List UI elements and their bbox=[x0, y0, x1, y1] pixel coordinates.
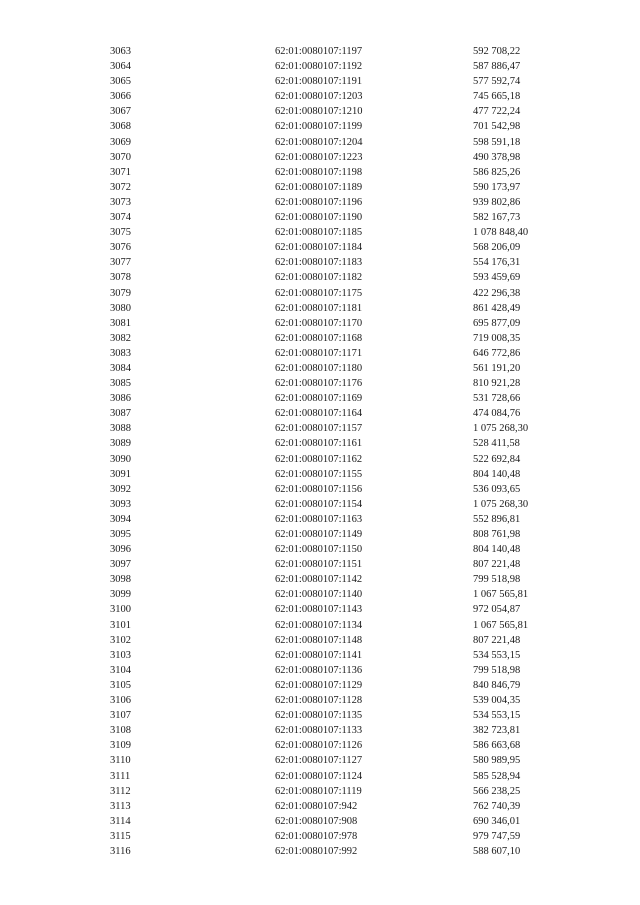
row-number: 3103 bbox=[110, 649, 131, 661]
cadastral-value: 382 723,81 bbox=[473, 725, 521, 737]
cadastral-value: 690 346,01 bbox=[473, 815, 521, 827]
table-row bbox=[0, 587, 640, 602]
table-row bbox=[0, 633, 640, 648]
table-row bbox=[0, 135, 640, 150]
table-row bbox=[0, 406, 640, 421]
cadastral-number: 62:01:0080107:1180 bbox=[275, 362, 363, 374]
table-row bbox=[0, 844, 640, 859]
cadastral-value: 1 075 268,30 bbox=[473, 423, 529, 435]
cadastral-number: 62:01:0080107:992 bbox=[275, 845, 358, 857]
cadastral-value: 979 747,59 bbox=[473, 830, 521, 842]
cadastral-value: 586 825,26 bbox=[473, 166, 521, 178]
table-row bbox=[0, 44, 640, 59]
row-number: 3082 bbox=[110, 332, 131, 344]
cadastral-value: 840 846,79 bbox=[473, 679, 521, 691]
cadastral-number: 62:01:0080107:1175 bbox=[275, 287, 363, 299]
cadastral-number: 62:01:0080107:1136 bbox=[275, 664, 363, 676]
row-number: 3112 bbox=[110, 785, 131, 797]
cadastral-value: 695 877,09 bbox=[473, 317, 521, 329]
cadastral-number: 62:01:0080107:908 bbox=[275, 815, 358, 827]
table-row bbox=[0, 602, 640, 617]
cadastral-number: 62:01:0080107:942 bbox=[275, 800, 358, 812]
cadastral-value: 528 411,58 bbox=[473, 438, 520, 450]
row-number: 3086 bbox=[110, 393, 131, 405]
cadastral-value: 568 206,09 bbox=[473, 242, 521, 254]
table-row bbox=[0, 195, 640, 210]
cadastral-number: 62:01:0080107:1197 bbox=[275, 46, 363, 57]
row-number: 3075 bbox=[110, 227, 131, 239]
cadastral-value: 490 378,98 bbox=[473, 151, 521, 163]
table-row bbox=[0, 769, 640, 784]
cadastral-number: 62:01:0080107:1168 bbox=[275, 332, 363, 344]
cadastral-number: 62:01:0080107:1170 bbox=[275, 317, 363, 329]
table-row bbox=[0, 391, 640, 406]
table-row bbox=[0, 814, 640, 829]
cadastral-value: 554 176,31 bbox=[473, 257, 521, 269]
cadastral-value: 474 084,76 bbox=[473, 408, 521, 420]
cadastral-number: 62:01:0080107:1135 bbox=[275, 710, 363, 722]
cadastral-value: 552 896,81 bbox=[473, 513, 521, 525]
row-number: 3115 bbox=[110, 830, 131, 842]
row-number: 3085 bbox=[110, 378, 131, 390]
cadastral-number: 62:01:0080107:1171 bbox=[275, 347, 363, 359]
table-row bbox=[0, 421, 640, 436]
row-number: 3094 bbox=[110, 513, 131, 525]
table-row bbox=[0, 512, 640, 527]
cadastral-value: 861 428,49 bbox=[473, 302, 521, 314]
cadastral-value: 804 140,48 bbox=[473, 468, 521, 480]
cadastral-value: 807 221,48 bbox=[473, 559, 521, 571]
cadastral-value: 586 663,68 bbox=[473, 740, 521, 752]
row-number: 3107 bbox=[110, 710, 131, 722]
cadastral-number: 62:01:0080107:978 bbox=[275, 830, 358, 842]
cadastral-value: 701 542,98 bbox=[473, 121, 521, 133]
row-number: 3091 bbox=[110, 468, 131, 480]
cadastral-value: 580 989,95 bbox=[473, 755, 521, 767]
cadastral-number: 62:01:0080107:1183 bbox=[275, 257, 363, 269]
cadastral-value: 539 004,35 bbox=[473, 695, 521, 707]
row-number: 3078 bbox=[110, 272, 131, 284]
table-row bbox=[0, 225, 640, 240]
row-number: 3074 bbox=[110, 212, 131, 224]
cadastral-value: 939 802,86 bbox=[473, 196, 521, 208]
row-number: 3096 bbox=[110, 544, 131, 556]
cadastral-value: 477 722,24 bbox=[473, 106, 521, 118]
cadastral-value: 582 167,73 bbox=[473, 212, 521, 224]
row-number: 3101 bbox=[110, 619, 131, 631]
cadastral-number: 62:01:0080107:1196 bbox=[275, 196, 363, 208]
cadastral-value: 972 054,87 bbox=[473, 604, 521, 616]
cadastral-value: 534 553,15 bbox=[473, 710, 521, 722]
cadastral-number: 62:01:0080107:1126 bbox=[275, 740, 363, 752]
cadastral-number: 62:01:0080107:1176 bbox=[275, 378, 363, 390]
cadastral-number: 62:01:0080107:1192 bbox=[275, 61, 363, 73]
cadastral-number: 62:01:0080107:1190 bbox=[275, 212, 363, 224]
row-number: 3088 bbox=[110, 423, 131, 435]
cadastral-value: 1 078 848,40 bbox=[473, 227, 529, 239]
row-number: 3102 bbox=[110, 634, 131, 646]
cadastral-number: 62:01:0080107:1128 bbox=[275, 695, 363, 707]
row-number: 3106 bbox=[110, 695, 131, 707]
cadastral-value: 807 221,48 bbox=[473, 634, 521, 646]
table-row bbox=[0, 74, 640, 89]
cadastral-value: 588 607,10 bbox=[473, 845, 521, 857]
row-number: 3065 bbox=[110, 76, 131, 88]
cadastral-value: 810 921,28 bbox=[473, 378, 521, 390]
cadastral-value: 592 708,22 bbox=[473, 46, 521, 57]
cadastral-number: 62:01:0080107:1191 bbox=[275, 76, 363, 88]
cadastral-number: 62:01:0080107:1154 bbox=[275, 498, 363, 510]
cadastral-number: 62:01:0080107:1182 bbox=[275, 272, 363, 284]
row-number: 3089 bbox=[110, 438, 131, 450]
table-row bbox=[0, 165, 640, 180]
cadastral-value: 522 692,84 bbox=[473, 453, 521, 465]
cadastral-number: 62:01:0080107:1163 bbox=[275, 513, 363, 525]
table-row bbox=[0, 648, 640, 663]
cadastral-value: 587 886,47 bbox=[473, 61, 521, 73]
table-row bbox=[0, 663, 640, 678]
cadastral-value: 1 075 268,30 bbox=[473, 498, 529, 510]
cadastral-number: 62:01:0080107:1185 bbox=[275, 227, 363, 239]
cadastral-number: 62:01:0080107:1150 bbox=[275, 544, 363, 556]
table-row bbox=[0, 255, 640, 270]
cadastral-number: 62:01:0080107:1141 bbox=[275, 649, 363, 661]
row-number: 3104 bbox=[110, 664, 131, 676]
cadastral-number: 62:01:0080107:1189 bbox=[275, 181, 363, 193]
row-number: 3068 bbox=[110, 121, 131, 133]
cadastral-number: 62:01:0080107:1127 bbox=[275, 755, 363, 767]
row-number: 3069 bbox=[110, 136, 131, 148]
row-number: 3081 bbox=[110, 317, 131, 329]
cadastral-number: 62:01:0080107:1149 bbox=[275, 529, 363, 540]
row-number: 3105 bbox=[110, 679, 131, 691]
cadastral-value: 799 518,98 bbox=[473, 574, 521, 586]
table-row bbox=[0, 331, 640, 346]
row-number: 3093 bbox=[110, 498, 131, 510]
table-row bbox=[0, 784, 640, 799]
row-number: 3090 bbox=[110, 453, 131, 465]
row-number: 3080 bbox=[110, 302, 131, 314]
row-number: 3070 bbox=[110, 151, 131, 163]
cadastral-value: 598 591,18 bbox=[473, 136, 521, 148]
row-number: 3073 bbox=[110, 196, 131, 208]
table-row bbox=[0, 150, 640, 165]
cadastral-number: 62:01:0080107:1204 bbox=[275, 136, 363, 148]
cadastral-number: 62:01:0080107:1161 bbox=[275, 438, 363, 450]
cadastral-number: 62:01:0080107:1203 bbox=[275, 91, 363, 103]
table-row bbox=[0, 618, 640, 633]
row-number: 3067 bbox=[110, 106, 131, 118]
row-number: 3114 bbox=[110, 815, 131, 827]
cadastral-number: 62:01:0080107:1124 bbox=[275, 770, 363, 782]
row-number: 3097 bbox=[110, 559, 131, 571]
cadastral-value: 534 553,15 bbox=[473, 649, 521, 661]
row-number: 3077 bbox=[110, 257, 131, 269]
cadastral-value: 590 173,97 bbox=[473, 181, 521, 193]
cadastral-number: 62:01:0080107:1181 bbox=[275, 302, 363, 314]
row-number: 3108 bbox=[110, 725, 131, 737]
table-row bbox=[0, 240, 640, 255]
table-row bbox=[0, 527, 640, 542]
cadastral-number: 62:01:0080107:1198 bbox=[275, 166, 363, 178]
table-row bbox=[0, 286, 640, 301]
row-number: 3076 bbox=[110, 242, 131, 254]
cadastral-number: 62:01:0080107:1140 bbox=[275, 589, 363, 601]
cadastral-value: 561 191,20 bbox=[473, 362, 521, 374]
row-number: 3111 bbox=[110, 770, 131, 782]
cadastral-value: 1 067 565,81 bbox=[473, 619, 529, 631]
table-row bbox=[0, 361, 640, 376]
table-row bbox=[0, 436, 640, 451]
table-row bbox=[0, 270, 640, 285]
row-number: 3079 bbox=[110, 287, 131, 299]
row-number: 3116 bbox=[110, 845, 131, 857]
table-row bbox=[0, 59, 640, 74]
cadastral-number: 62:01:0080107:1143 bbox=[275, 604, 363, 616]
row-number: 3098 bbox=[110, 574, 131, 586]
table-row bbox=[0, 497, 640, 512]
cadastral-number: 62:01:0080107:1162 bbox=[275, 453, 363, 465]
cadastral-number: 62:01:0080107:1151 bbox=[275, 559, 363, 571]
row-number: 3063 bbox=[110, 46, 131, 57]
cadastral-value: 566 238,25 bbox=[473, 785, 521, 797]
cadastral-number: 62:01:0080107:1133 bbox=[275, 725, 363, 737]
cadastral-number: 62:01:0080107:1223 bbox=[275, 151, 363, 163]
cadastral-value-table bbox=[0, 44, 640, 859]
row-number: 3100 bbox=[110, 604, 131, 616]
cadastral-value: 745 665,18 bbox=[473, 91, 521, 103]
row-number: 3084 bbox=[110, 362, 131, 374]
table-row bbox=[0, 376, 640, 391]
row-number: 3099 bbox=[110, 589, 131, 601]
table-row bbox=[0, 301, 640, 316]
row-number: 3087 bbox=[110, 408, 131, 420]
cadastral-number: 62:01:0080107:1157 bbox=[275, 423, 363, 435]
row-number: 3110 bbox=[110, 755, 131, 767]
table-row bbox=[0, 557, 640, 572]
cadastral-value: 799 518,98 bbox=[473, 664, 521, 676]
row-number: 3095 bbox=[110, 529, 131, 540]
row-number: 3066 bbox=[110, 91, 131, 103]
table-row bbox=[0, 738, 640, 753]
cadastral-number: 62:01:0080107:1184 bbox=[275, 242, 363, 254]
table-row bbox=[0, 346, 640, 361]
cadastral-value: 804 140,48 bbox=[473, 544, 521, 556]
table-row bbox=[0, 723, 640, 738]
row-number: 3113 bbox=[110, 800, 131, 812]
cadastral-value: 531 728,66 bbox=[473, 393, 521, 405]
cadastral-number: 62:01:0080107:1148 bbox=[275, 634, 363, 646]
table-row bbox=[0, 708, 640, 723]
row-number: 3092 bbox=[110, 483, 131, 495]
cadastral-value: 536 093,65 bbox=[473, 483, 521, 495]
cadastral-value: 762 740,39 bbox=[473, 800, 521, 812]
cadastral-number: 62:01:0080107:1164 bbox=[275, 408, 363, 420]
cadastral-value: 808 761,98 bbox=[473, 529, 521, 540]
cadastral-number: 62:01:0080107:1142 bbox=[275, 574, 363, 586]
cadastral-number: 62:01:0080107:1155 bbox=[275, 468, 363, 480]
row-number: 3071 bbox=[110, 166, 131, 178]
cadastral-value: 646 772,86 bbox=[473, 347, 521, 359]
table-row bbox=[0, 104, 640, 119]
cadastral-number: 62:01:0080107:1169 bbox=[275, 393, 363, 405]
table-row bbox=[0, 180, 640, 195]
cadastral-number: 62:01:0080107:1210 bbox=[275, 106, 363, 118]
table-row bbox=[0, 829, 640, 844]
cadastral-value: 577 592,74 bbox=[473, 76, 521, 88]
table-row bbox=[0, 572, 640, 587]
cadastral-value: 585 528,94 bbox=[473, 770, 521, 782]
cadastral-number: 62:01:0080107:1129 bbox=[275, 679, 363, 691]
row-number: 3109 bbox=[110, 740, 131, 752]
cadastral-number: 62:01:0080107:1199 bbox=[275, 121, 363, 133]
row-number: 3083 bbox=[110, 347, 131, 359]
table-row bbox=[0, 693, 640, 708]
table-row bbox=[0, 119, 640, 134]
table-row bbox=[0, 753, 640, 768]
table-row bbox=[0, 678, 640, 693]
table-row bbox=[0, 482, 640, 497]
row-number: 3064 bbox=[110, 61, 131, 73]
cadastral-number: 62:01:0080107:1134 bbox=[275, 619, 363, 631]
cadastral-number: 62:01:0080107:1119 bbox=[275, 785, 362, 797]
cadastral-value: 593 459,69 bbox=[473, 272, 521, 284]
cadastral-value: 1 067 565,81 bbox=[473, 589, 529, 601]
table-row bbox=[0, 210, 640, 225]
cadastral-value: 719 008,35 bbox=[473, 332, 521, 344]
table-row bbox=[0, 452, 640, 467]
row-number: 3072 bbox=[110, 181, 131, 193]
cadastral-number: 62:01:0080107:1156 bbox=[275, 483, 363, 495]
table-row bbox=[0, 89, 640, 104]
table-row bbox=[0, 542, 640, 557]
table-row bbox=[0, 316, 640, 331]
table-row bbox=[0, 467, 640, 482]
table-row bbox=[0, 799, 640, 814]
cadastral-value: 422 296,38 bbox=[473, 287, 521, 299]
